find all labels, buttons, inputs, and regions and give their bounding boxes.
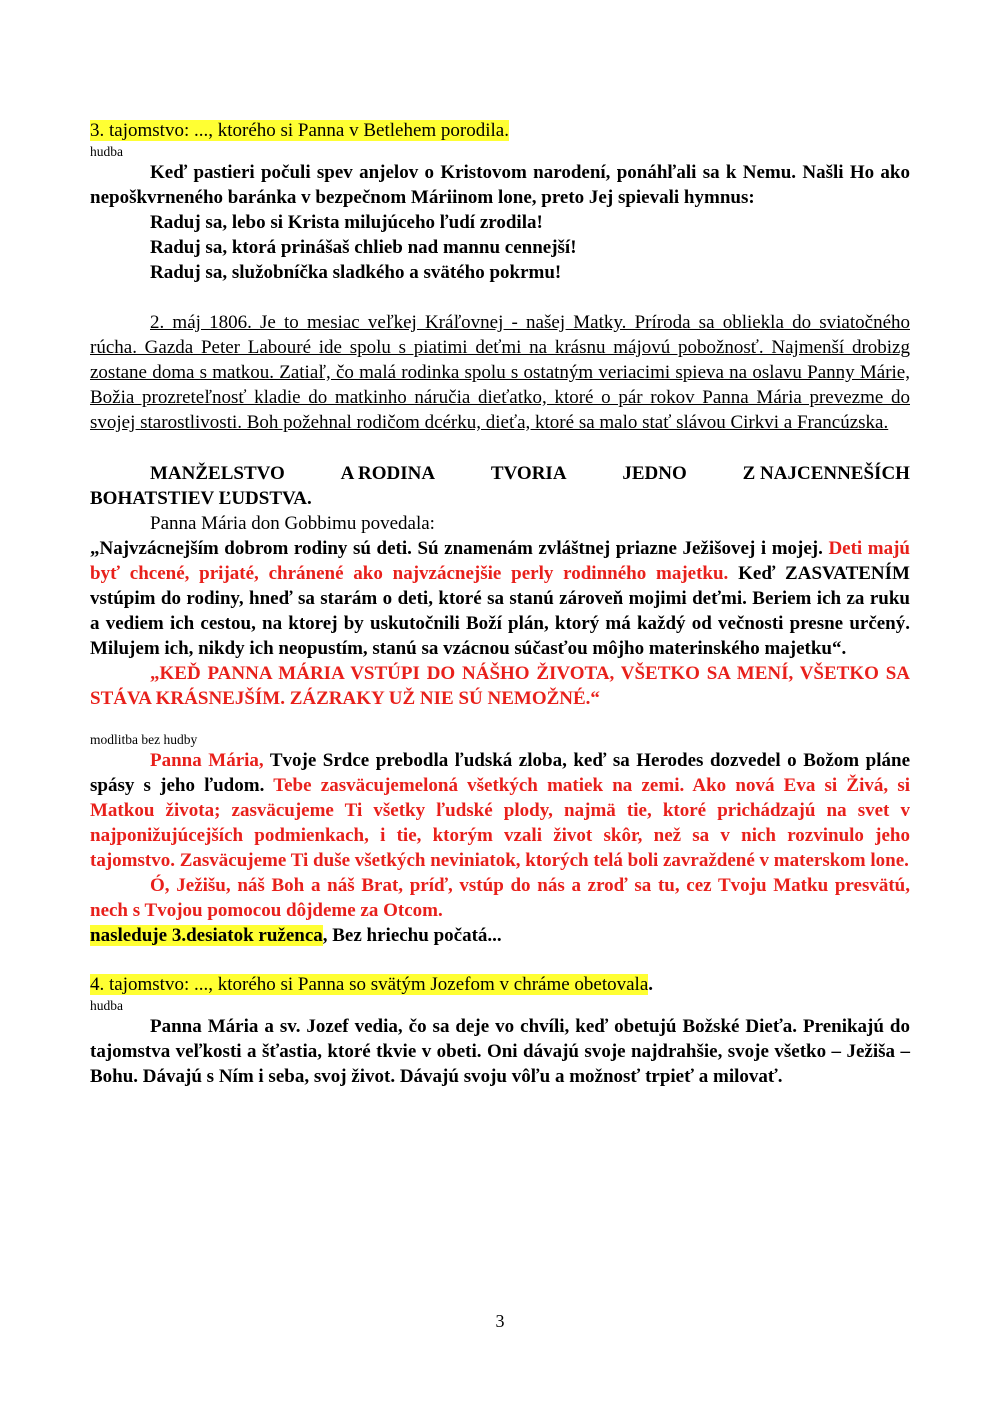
music-label-2: hudba xyxy=(90,998,123,1013)
caps-word: JEDNO xyxy=(622,463,687,484)
labouré-story-paragraph: 2. máj 1806. Je to mesiac veľkej Kráľovnej - našej Matky. Príroda sa obliekla do sviatočného rúcha. Gazda Peter Labouré ide spolu s piatimi deťmi na krásnu májovú pobožnosť. Najmenší drobizg zostane doma s matkou. Zatiaľ, čo malá rodinka spolu s ostatným veriacimi spieva na oslavu Panny Márie, Božia prozreteľnosť kladie do matkinho náručia dieťatko, ktoré o pár rokov Panna Mária prevezme do svojej starostlivosti. Boh požehnal rodičom dcérku, dieťa, ktoré sa malo stať slávou Cirkvi a Francúzska. xyxy=(90,312,910,433)
page-number: 3 xyxy=(495,1311,505,1331)
decade-line: nasleduje 3.desiatok ruženca, Bez hriechu počatá... xyxy=(90,925,502,946)
red-caps-statement: „KEĎ PANNA MÁRIA VSTÚPI DO NÁŠHO ŽIVOTA, VŠETKO SA MENÍ, VŠETKO SA STÁVA KRÁSNEJŠÍM. ZÁZRAKY UŽ NIE SÚ NEMOŽNÉ.“ xyxy=(90,663,910,709)
decade-highlight: nasleduje 3.desiatok ruženca xyxy=(90,925,323,946)
shepherds-paragraph: Keď pastieri počuli spev anjelov o Kristovom narodení, ponáhľali sa k Nemu. Našli Ho ako nepoškvrneného baránka v bezpečnom Máriinom lone, preto Jej spievali hymnus: xyxy=(90,162,910,208)
gobbi-quote: „Najvzácnejším dobrom rodiny sú deti. Sú znamenám zvláštnej priazne Ježišovej i mojej. Deti majú byť chcené, prijaté, chránené ako najvzácnejšie perly rodinného majetku. Keď ZASVATENÍM vstúpim do rodiny, hneď sa starám o deti, ktoré sa stanú zároveň mojimi deťmi. Beriem ich za ruku a vediem ich cestou, na ktorej by uskutočnili Boží plán, ktorý má každý od večnosti presne určený. Milujem ich, nikdy ich neopustím, stanú sa vzácnou súčasťou môjho materinského majetku“. xyxy=(90,538,910,659)
hymn-verse-1: Raduj sa, lebo si Krista milujúceho ľudí zrodila! xyxy=(150,212,543,233)
mystery-3-title: 3. tajomstvo: ..., ktorého si Panna v Betlehem porodila. xyxy=(90,120,509,141)
document-page xyxy=(90,118,910,1089)
hymn-verse-2: Raduj sa, ktorá prinášaš chlieb nad mannu cennejší! xyxy=(150,237,577,258)
prayer-closing: Ó, Ježišu, náš Boh a náš Brat, príď, vstúp do nás a zroď sa tu, cez Tvoju Matku presvätú, nech s Tvojou pomocou dôjdeme za Otcom. xyxy=(90,875,910,921)
prayer-paragraph: Panna Mária, Tvoje Srdce prebodla ľudská zloba, keď sa Herodes dozvedel o Božom pláne spásy s jeho ľudom. Tebe zasväcujemeloná všetkých matiek na zemi. Ako nová Eva si Živá, si Matkou života; zasväcujeme Ti všetky ľudské plody, najmä tie, ktoré prichádzajú na svet v najponižujúcejších podmienkach, i tie, ktorým vzali život skôr, než sa v nich rozvinulo jeho tajomstvo. Zasväcujeme Ti duše všetkých neviniatok, ktorých telá boli zavraždené v materskom lone. xyxy=(90,750,911,871)
quote-red-text: Deti majú byť chcené, prijaté, chránené ako najvzácnejšie perly rodinného majetku. xyxy=(90,538,910,584)
caps-word: TVORIA xyxy=(490,463,567,484)
caps-word: A RODINA xyxy=(340,463,436,484)
caps-word: Z NAJCENNEŠÍCH xyxy=(742,463,910,484)
gobbi-intro: Panna Mária don Gobbimu povedala: xyxy=(150,513,435,534)
music-label-1: hudba xyxy=(90,144,123,159)
mystery-4-title: 4. tajomstvo: ..., ktorého si Panna so svätým Jozefom v chráme obetovala. xyxy=(90,974,654,995)
hymn-verse-3: Raduj sa, služobníčka sladkého a svätého pokrmu! xyxy=(150,262,562,283)
family-heading-line-1 xyxy=(90,461,910,486)
family-heading-line-2: BOHATSTIEV ĽUDSTVA. xyxy=(90,488,312,509)
prayer-label: modlitba bez hudby xyxy=(90,732,198,747)
caps-word: MANŽELSTVO xyxy=(150,463,285,484)
presentation-paragraph: Panna Mária a sv. Jozef vedia, čo sa deje vo chvíli, keď obetujú Božské Dieťa. Prenikajú do tajomstva veľkosti a šťastia, ktoré tkvie v obeti. Oni dávajú svoje najdrahšie, svoje všetko – Ježiša – Bohu. Dávajú s Ním i seba, svoj život. Dávajú svoju vôľu a možnosť trpieť a milovať. xyxy=(90,1016,910,1087)
